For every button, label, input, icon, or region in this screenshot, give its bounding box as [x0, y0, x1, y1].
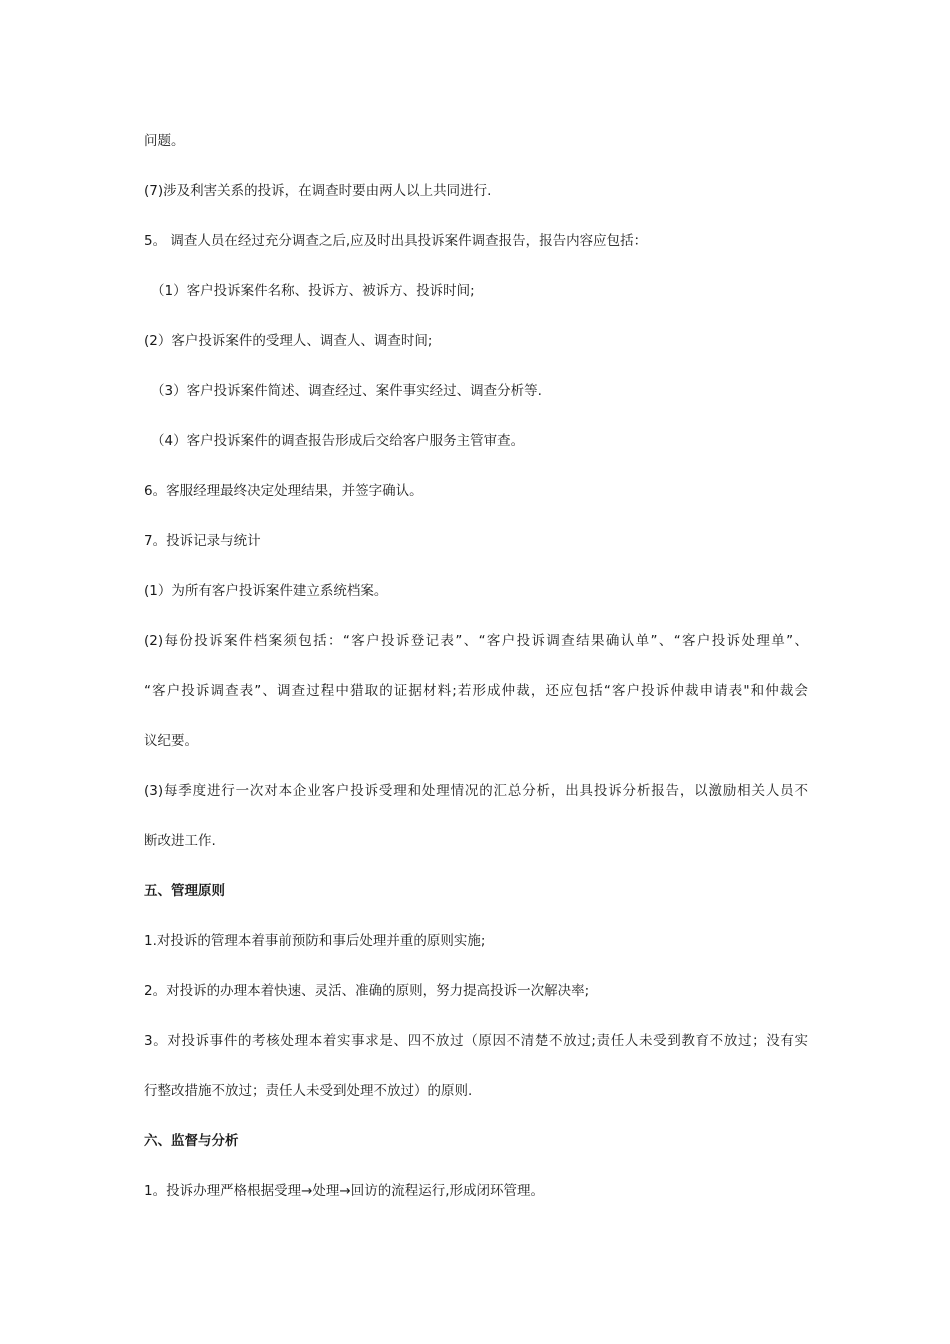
paragraph-line: 7。投诉记录与统计: [144, 533, 261, 549]
list-item: (2）客户投诉案件的受理人、调查人、调查时间;: [144, 333, 433, 349]
list-item: （4）客户投诉案件的调查报告形成后交给客户服务主管审查。: [151, 433, 525, 449]
list-item: (2)每份投诉案件档案须包括：“客户投诉登记表”、“客户投诉调查结果确认单”、“客户投诉处理单”、: [144, 633, 808, 649]
paragraph-line: 2。对投诉的办理本着快速、灵活、准确的原则，努力提高投诉一次解决率;: [144, 983, 590, 999]
list-item: (3)每季度进行一次对本企业客户投诉受理和处理情况的汇总分析，出具投诉分析报告，以激励相关人员不: [144, 783, 808, 799]
list-item: (1）为所有客户投诉案件建立系统档案。: [144, 583, 388, 599]
section-heading: 五、管理原则: [144, 883, 225, 899]
paragraph-line: 断改进工作.: [144, 833, 216, 849]
paragraph-line: 3。对投诉事件的考核处理本着实事求是、四不放过（原因不清楚不放过;责任人未受到教育不放过；没有实: [144, 1033, 808, 1049]
paragraph-line: “客户投诉调查表”、调查过程中猎取的证据材料;若形成仲裁，还应包括“客户投诉仲裁申请表"和仲裁会: [144, 683, 808, 699]
paragraph-line: 1.对投诉的管理本着事前预防和事后处理并重的原则实施;: [144, 933, 486, 949]
paragraph-line: 议纪要。: [144, 733, 198, 749]
section-heading: 六、监督与分析: [144, 1133, 239, 1149]
paragraph-line: (7)涉及利害关系的投诉，在调查时要由两人以上共同进行.: [144, 183, 492, 199]
paragraph-line: 问题。: [144, 133, 185, 149]
paragraph-line: 1。投诉办理严格根据受理→处理→回访的流程运行,形成闭环管理。: [144, 1183, 545, 1199]
list-item: （1）客户投诉案件名称、投诉方、被诉方、投诉时间;: [151, 283, 475, 299]
paragraph-line: 行整改措施不放过；责任人未受到处理不放过）的原则.: [144, 1083, 473, 1099]
paragraph-line: 6。客服经理最终决定处理结果，并签字确认。: [144, 483, 423, 499]
paragraph-line: 5。 调查人员在经过充分调查之后,应及时出具投诉案件调查报告，报告内容应包括：: [144, 233, 648, 249]
list-item: （3）客户投诉案件简述、调查经过、案件事实经过、调查分析等.: [151, 383, 542, 399]
